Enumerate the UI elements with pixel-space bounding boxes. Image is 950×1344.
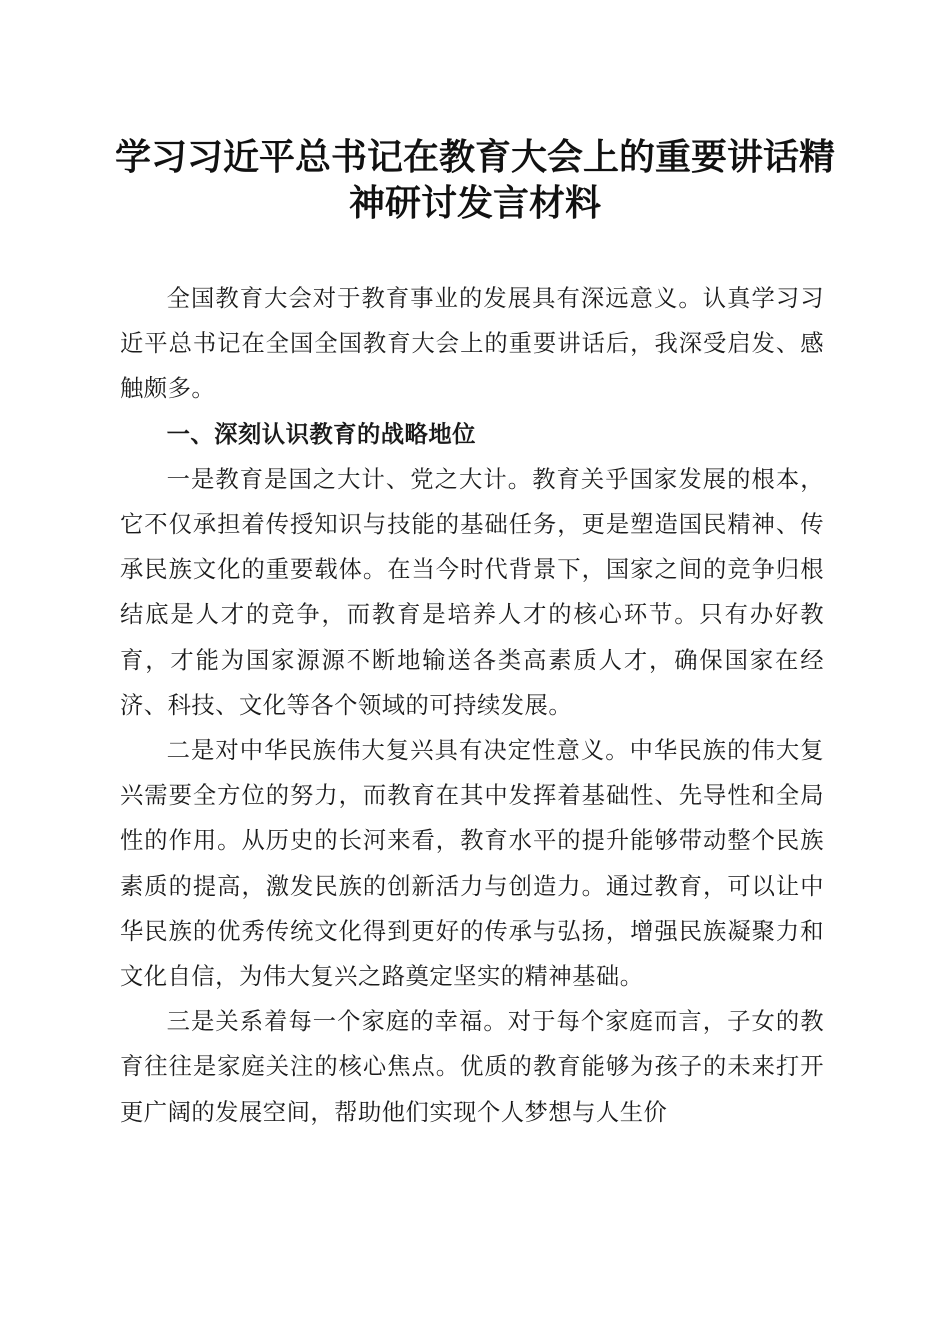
document-title bbox=[100, 134, 850, 226]
paragraph-2-lead: 二是对中华民族伟大复兴具有决定性意义。 bbox=[166, 737, 630, 765]
paragraph-3-text: 对于每个家庭而言，子女的教育往往是家庭关注的核心焦点。优质的教育能够为孩子的未来打开更广阔的发展空间，帮助他们实现个人梦想与人生价 bbox=[120, 1008, 825, 1126]
intro-paragraph: 全国教育大会对于教育事业的发展具有深远意义。认真学习习近平总书记在全国全国教育大会上的重要讲话后，我深受启发、感触颇多。 bbox=[120, 285, 824, 403]
paragraph-1-text: 教育关乎国家发展的根本，它不仅承担着传授知识与技能的基础任务，更是塑造国民精神、传承民族文化的重要载体。在当今时代背景下，国家之间的竞争归根结底是人才的竞争，而教育是培养人才的核心环节。只有办好教育，才能为国家源源不断地输送各类高素质人才，确保国家在经济、科技、文化等各个领域的可持续发展。 bbox=[120, 465, 825, 719]
paragraph-3-lead: 三是关系着每一个家庭的幸福。 bbox=[166, 1008, 508, 1036]
section-heading: 一、深刻认识教育的战略地位 bbox=[166, 420, 476, 448]
title-line-2: 神研讨发言材料 bbox=[348, 182, 601, 224]
paragraph-1-lead: 一是教育是国之大计、党之大计。 bbox=[166, 465, 533, 493]
paragraph-2-text: 中华民族的伟大复兴需要全方位的努力，而教育在其中发挥着基础性、先导性和全局性的作用。从历史的长河来看，教育水平的提升能够带动整个民族素质的提高，激发民族的创新活力与创造力。通过教育，可以让中华民族的优秀传统文化得到更好的传承与弘扬，增强民族凝聚力和文化自信，为伟大复兴之路奠定坚实的精神基础。 bbox=[120, 737, 825, 991]
body-paragraph-2 bbox=[120, 728, 824, 999]
body-paragraph-3 bbox=[120, 999, 824, 1135]
document-body bbox=[120, 276, 824, 1135]
title-line-1: 学习习近平总书记在教育大会上的重要讲话精 bbox=[114, 136, 835, 178]
body-paragraph-1 bbox=[120, 457, 824, 728]
